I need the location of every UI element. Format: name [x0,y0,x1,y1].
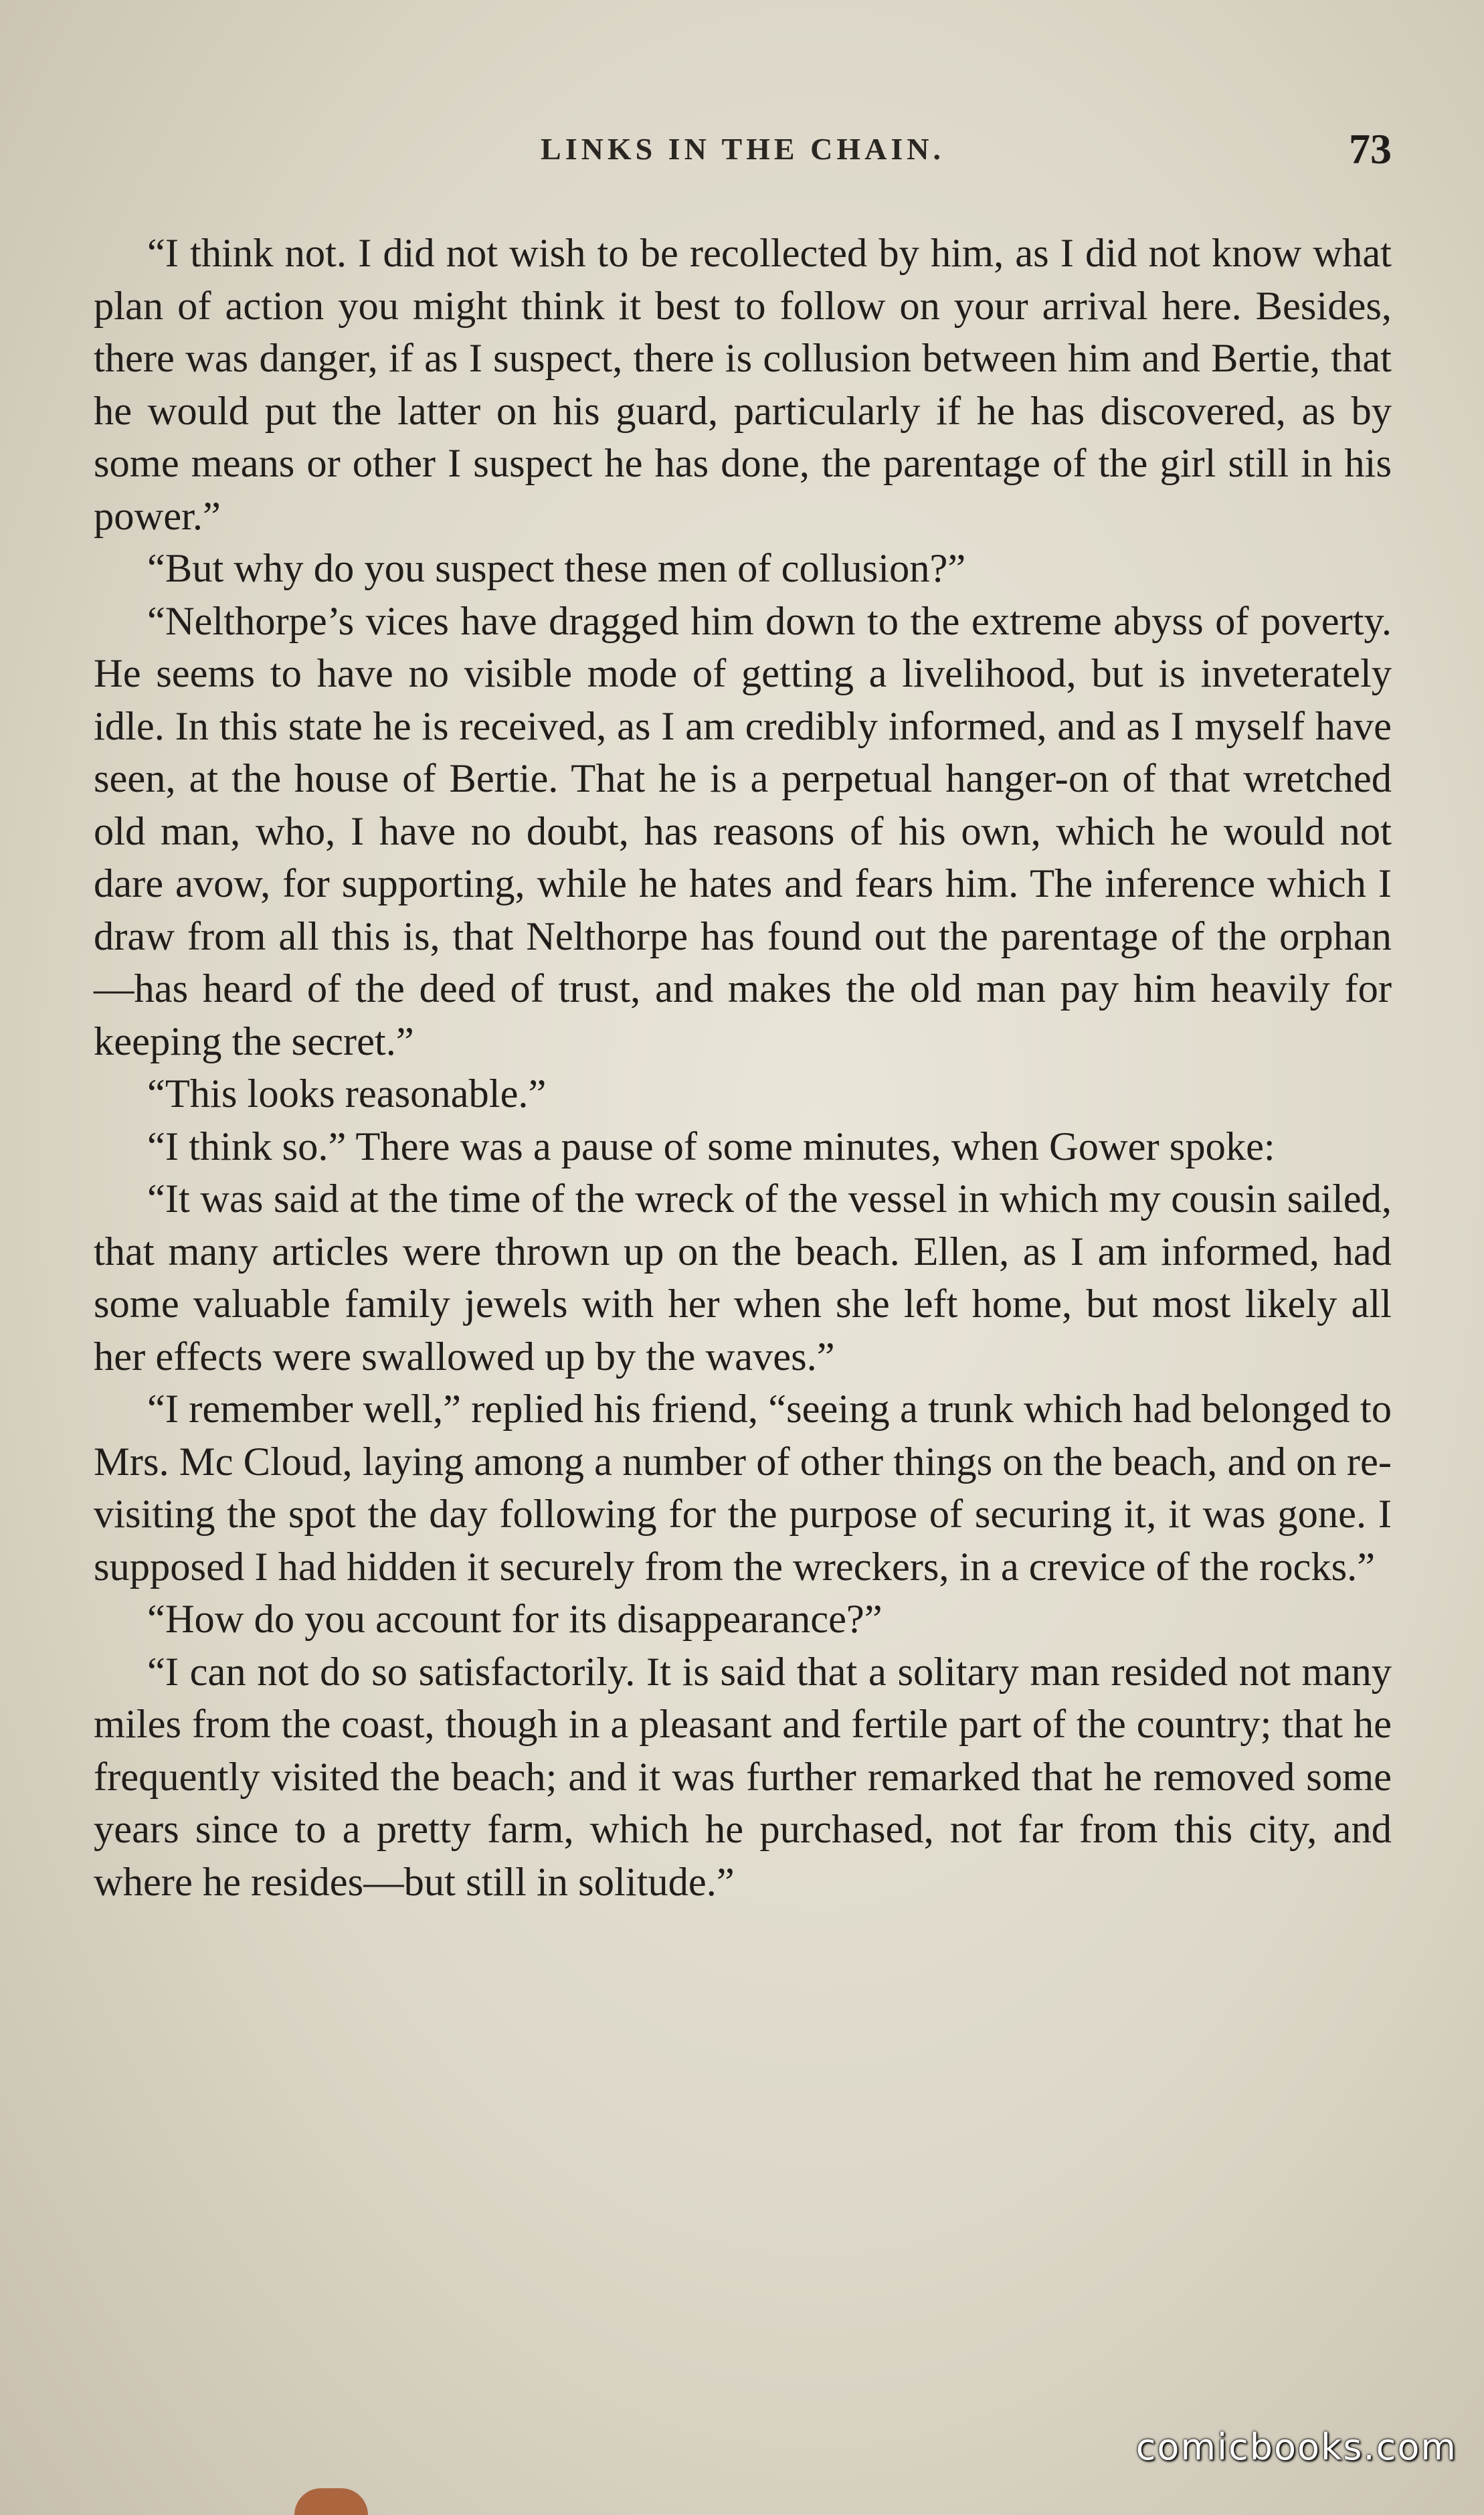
paragraph: “I think not. I did not wish to be recollected by him, as I did not know what plan of action you might think it best to follow on your arrival here. Besides, there was danger, if as I suspect, there is collusion between him and Bertie, that he would put the latter on his guard, particularly if he has discovered, as by some means or other I suspect he has done, the parentage of the girl still in his power.” [94,231,1392,539]
running-title: LINKS IN THE CHAIN. [541,132,945,166]
page-number: 73 [1349,125,1392,173]
paragraph: “How do you account for its disappearance?” [147,1597,883,1642]
watermark: comicbooks.com [1135,2426,1457,2468]
body-text [94,228,1392,1909]
paragraph: “This looks reasonable.” [147,1071,547,1116]
paragraph: “I think so.” There was a pause of some minutes, when Gower spoke: [147,1124,1275,1169]
page-header [94,125,1392,185]
paper-stain [294,2488,368,2515]
paragraph: “But why do you suspect these men of collusion?” [147,546,966,591]
paragraph: “I can not do so satisfactorily. It is said that a solitary man resided not many miles from the coast, though in a pleasant and fertile part of the country; that he frequently visited the beach; and it was further remarked that he removed some years since to a pretty farm, which he purchased, not far from this city, and where he resides—but still in solitude.” [94,1649,1392,1905]
paragraph: “I remember well,” replied his friend, “seeing a trunk which had belonged to Mrs. Mc Cloud, laying among a number of other things on the beach, and on re-visiting the spot the day following for the purpose of securing it, it was gone. I supposed I had hidden it securely from the wreckers, in a crevice of the rocks.” [94,1387,1392,1589]
paragraph: “Nelthorpe’s vices have dragged him down to the extreme abyss of poverty. He seems to have no visible mode of getting a livelihood, but is inveterately idle. In this state he is received, as I am credibly informed, and as I myself have seen, at the house of Bertie. That he is a perpetual hanger-on of that wretched old man, who, I have no doubt, has reasons of his own, which he would not dare avow, for supporting, while he hates and fears him. The inference which I draw from all this is, that Nelthorpe has found out the parentage of the orphan—has heard of the deed of trust, and makes the old man pay him heavily for keeping the secret.” [94,598,1392,1064]
paragraph: “It was said at the time of the wreck of the vessel in which my cousin sailed, that many articles were thrown up on the beach. Ellen, as I am informed, had some valuable family jewels with her when she left home, but most likely all her effects were swallowed up by the waves.” [94,1177,1392,1379]
